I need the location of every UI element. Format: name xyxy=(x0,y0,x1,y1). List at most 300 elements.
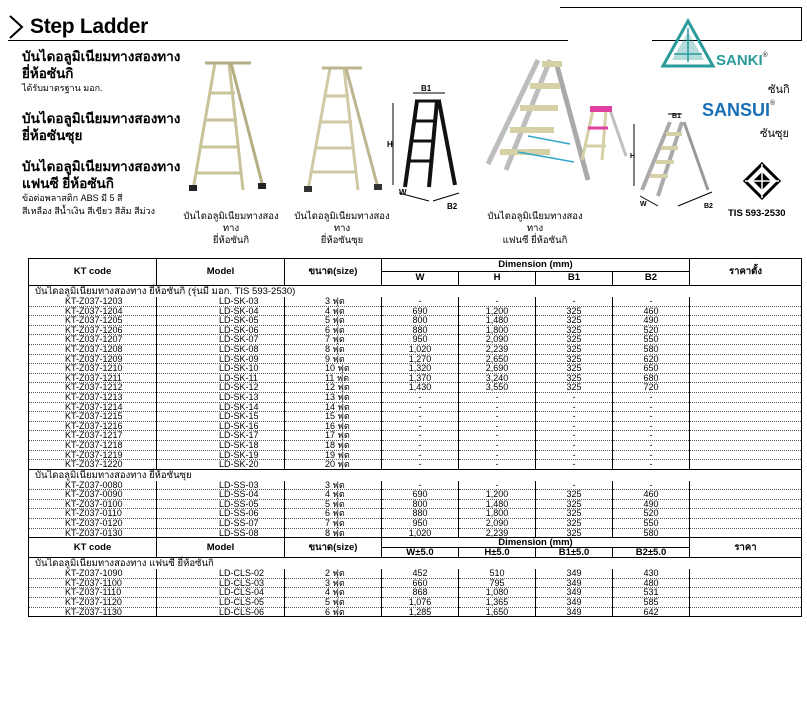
dim-h-cell: 2,090 xyxy=(459,519,536,529)
dim-h-cell: 510 xyxy=(459,569,536,578)
model-cell: LD-SS-06 xyxy=(157,509,285,519)
dim-b1-cell: 325 xyxy=(536,335,613,345)
dim-h-cell: - xyxy=(459,481,536,490)
dim-b1-cell: 325 xyxy=(536,383,613,393)
price-cell xyxy=(690,421,802,431)
model-cell: LD-SS-08 xyxy=(157,528,285,538)
kt-code-cell: KT-Z037-1207 xyxy=(29,335,157,345)
dim-b2-cell: 531 xyxy=(613,588,690,598)
price-cell xyxy=(690,431,802,441)
table-row xyxy=(29,297,802,306)
model-cell: LD-SK-10 xyxy=(157,364,285,374)
kt-code-cell: KT-Z037-0120 xyxy=(29,519,157,529)
dim-b2-cell: 580 xyxy=(613,528,690,538)
model-cell: LD-SK-20 xyxy=(157,460,285,470)
kt-code-cell: KT-Z037-1110 xyxy=(29,588,157,598)
price-cell xyxy=(690,402,802,412)
dim-w-cell: - xyxy=(382,392,459,402)
dim-w-cell: 800 xyxy=(382,499,459,509)
dim-h-cell: 1,480 xyxy=(459,316,536,326)
label-w: W xyxy=(640,201,647,208)
dim-h-cell: 1,200 xyxy=(459,490,536,500)
size-cell: 7 ฟุต xyxy=(285,335,382,345)
dim-b1-cell: 325 xyxy=(536,528,613,538)
header-dimension: Dimension (mm) xyxy=(382,259,690,272)
caption-line: บันไดอลูมิเนียมทางสองทาง xyxy=(294,211,390,234)
header-h: H±5.0 xyxy=(459,548,536,558)
sanki-wordmark: SANKI xyxy=(716,52,763,69)
dim-b1-cell: 325 xyxy=(536,354,613,364)
dim-h-cell: 2,690 xyxy=(459,364,536,374)
dim-b2-cell: 490 xyxy=(613,316,690,326)
header-b2: B2 xyxy=(613,272,690,286)
dim-b2-cell: 720 xyxy=(613,383,690,393)
sansui-ladder-caption xyxy=(287,211,397,247)
model-cell: LD-SS-07 xyxy=(157,519,285,529)
description-subtext: สีเหลือง สีน้ำเงิน สีเขียว สีส้ม สีม่วง xyxy=(22,206,155,216)
registered-mark: ® xyxy=(770,100,776,107)
table-row xyxy=(29,431,802,441)
size-cell: 5 ฟุต xyxy=(285,598,382,608)
dim-w-cell: 950 xyxy=(382,335,459,345)
sanki-ladder-photo xyxy=(185,55,275,205)
dim-w-cell: 452 xyxy=(382,569,459,578)
table-row xyxy=(29,383,802,393)
dim-w-cell: - xyxy=(382,412,459,422)
size-cell: 3 ฟุต xyxy=(285,578,382,588)
dim-b2-cell: - xyxy=(613,440,690,450)
dim-w-cell: 1,270 xyxy=(382,354,459,364)
description-heading: บันไดอลูมิเนียมทางสองทาง xyxy=(22,49,181,64)
model-cell: LD-SK-14 xyxy=(157,402,285,412)
price-cell xyxy=(690,354,802,364)
model-cell: LD-CLS-02 xyxy=(157,569,285,578)
dim-w-cell: 1,320 xyxy=(382,364,459,374)
table-row xyxy=(29,598,802,608)
fancy-ladder-photo xyxy=(478,52,638,202)
table-row xyxy=(29,316,802,326)
dim-b2-cell: 490 xyxy=(613,499,690,509)
dim-b1-cell: 325 xyxy=(536,509,613,519)
kt-code-cell: KT-Z037-1208 xyxy=(29,344,157,354)
dim-b2-cell: 460 xyxy=(613,306,690,316)
dim-h-cell: 1,800 xyxy=(459,325,536,335)
size-cell: 4 ฟุต xyxy=(285,588,382,598)
fancy-table-section xyxy=(29,558,802,617)
kt-code-cell: KT-Z037-1204 xyxy=(29,306,157,316)
model-cell: LD-SK-07 xyxy=(157,335,285,345)
dim-b1-cell: - xyxy=(536,412,613,422)
label-b1: B1 xyxy=(672,113,681,120)
header-size: ขนาด(size) xyxy=(285,259,382,286)
table-row xyxy=(29,499,802,509)
dim-b2-cell: 550 xyxy=(613,335,690,345)
dim-w-cell: 660 xyxy=(382,578,459,588)
sanki-ladder-caption xyxy=(176,211,286,247)
dim-w-cell: - xyxy=(382,421,459,431)
size-cell: 3 ฟุต xyxy=(285,481,382,490)
kt-code-cell: KT-Z037-1218 xyxy=(29,440,157,450)
dim-b1-cell: - xyxy=(536,460,613,470)
header-size: ขนาด(size) xyxy=(285,538,382,558)
model-cell: LD-SK-18 xyxy=(157,440,285,450)
dim-w-cell: - xyxy=(382,460,459,470)
dim-h-cell: 1,800 xyxy=(459,509,536,519)
dim-b2-cell: 580 xyxy=(613,344,690,354)
size-cell: 2 ฟุต xyxy=(285,569,382,578)
dim-b2-cell: 460 xyxy=(613,490,690,500)
kt-code-cell: KT-Z037-0130 xyxy=(29,528,157,538)
description-heading: ยี่ห้อซันกิ xyxy=(22,66,74,81)
dim-b1-cell: 325 xyxy=(536,316,613,326)
kt-code-cell: KT-Z037-1100 xyxy=(29,578,157,588)
section-filler xyxy=(157,469,690,481)
dim-b1-cell: 349 xyxy=(536,588,613,598)
table-row xyxy=(29,509,802,519)
dim-w-cell: 868 xyxy=(382,588,459,598)
description-subtext: ข้อต่อพลาสติก ABS มี 5 สี xyxy=(22,193,123,203)
dim-b1-cell: - xyxy=(536,481,613,490)
header-b1: B1 xyxy=(536,272,613,286)
dim-h-cell: 1,200 xyxy=(459,306,536,316)
size-cell: 20 ฟุต xyxy=(285,460,382,470)
price-cell xyxy=(690,481,802,490)
price-cell xyxy=(690,392,802,402)
price-cell xyxy=(690,528,802,538)
dim-b1-cell: 349 xyxy=(536,578,613,588)
price-cell xyxy=(690,440,802,450)
header-model: Model xyxy=(157,538,285,558)
section-title-fancy: บันไดอลูมิเนียมทางสองทาง แฟนซี ยี่ห้อซันกิ xyxy=(29,558,157,570)
dim-h-cell: 3,240 xyxy=(459,373,536,383)
kt-code-cell: KT-Z037-1209 xyxy=(29,354,157,364)
price-cell xyxy=(690,519,802,529)
dim-b2-cell: 520 xyxy=(613,509,690,519)
description-heading: บันไดอลูมิเนียมทางสองทาง xyxy=(22,159,181,174)
dim-w-cell: - xyxy=(382,431,459,441)
model-cell: LD-SK-11 xyxy=(157,373,285,383)
model-cell: LD-SK-15 xyxy=(157,412,285,422)
size-cell: 16 ฟุต xyxy=(285,421,382,431)
dim-h-cell: - xyxy=(459,297,536,306)
dim-b1-cell: - xyxy=(536,392,613,402)
dim-b1-cell: 325 xyxy=(536,344,613,354)
dim-b2-cell: 680 xyxy=(613,373,690,383)
sanki-table-section xyxy=(29,286,802,470)
dim-b1-cell: 325 xyxy=(536,490,613,500)
price-cell xyxy=(690,499,802,509)
dim-w-cell: 800 xyxy=(382,316,459,326)
section-filler xyxy=(690,469,802,481)
dim-b2-cell: - xyxy=(613,460,690,470)
dim-w-cell: 1,020 xyxy=(382,344,459,354)
price-cell xyxy=(690,383,802,393)
section-title-sanki: บันไดอลูมิเนียมทางสองทาง ยี่ห้อซันกิ (รุ่นมี มอก. TIS 593-2530) xyxy=(29,286,157,298)
table-row xyxy=(29,490,802,500)
size-cell: 10 ฟุต xyxy=(285,364,382,374)
dim-b1-cell: - xyxy=(536,402,613,412)
table-row xyxy=(29,481,802,490)
logo-frame-side xyxy=(801,7,802,41)
size-cell: 14 ฟุต xyxy=(285,402,382,412)
kt-code-cell: KT-Z037-1203 xyxy=(29,297,157,306)
label-b2: B2 xyxy=(704,203,713,210)
sansui-logo-text xyxy=(702,100,775,121)
kt-code-cell: KT-Z037-1090 xyxy=(29,569,157,578)
dim-h-cell: - xyxy=(459,421,536,431)
model-cell: LD-SK-06 xyxy=(157,325,285,335)
section-filler xyxy=(157,558,690,570)
size-cell: 5 ฟุต xyxy=(285,316,382,326)
dim-b1-cell: - xyxy=(536,431,613,441)
size-cell: 5 ฟุต xyxy=(285,499,382,509)
table-row xyxy=(29,607,802,617)
model-cell: LD-CLS-06 xyxy=(157,607,285,617)
model-cell: LD-CLS-04 xyxy=(157,588,285,598)
table-row xyxy=(29,306,802,316)
sanki-thai-label: ซันกิ xyxy=(768,84,790,96)
fancy-ladder-caption xyxy=(480,211,590,247)
sansui-thai-label: ซันซุย xyxy=(760,128,789,140)
header-divider xyxy=(8,40,568,41)
model-cell: LD-SS-03 xyxy=(157,481,285,490)
page-title xyxy=(8,12,148,42)
kt-code-cell: KT-Z037-1215 xyxy=(29,412,157,422)
dim-h-cell: 1,365 xyxy=(459,598,536,608)
price-cell xyxy=(690,373,802,383)
size-cell: 8 ฟุต xyxy=(285,528,382,538)
dim-h-cell: - xyxy=(459,440,536,450)
kt-code-cell: KT-Z037-1213 xyxy=(29,392,157,402)
model-cell: LD-SK-19 xyxy=(157,450,285,460)
model-cell: LD-SK-16 xyxy=(157,421,285,431)
model-cell: LD-SK-09 xyxy=(157,354,285,364)
dim-h-cell: 2,650 xyxy=(459,354,536,364)
kt-code-cell: KT-Z037-1212 xyxy=(29,383,157,393)
table-row xyxy=(29,578,802,588)
dim-b2-cell: 585 xyxy=(613,598,690,608)
model-cell: LD-SS-04 xyxy=(157,490,285,500)
model-cell: LD-SK-05 xyxy=(157,316,285,326)
model-cell: LD-SK-03 xyxy=(157,297,285,306)
size-cell: 4 ฟุต xyxy=(285,306,382,316)
table-row xyxy=(29,364,802,374)
dim-h-cell: 3,550 xyxy=(459,383,536,393)
size-cell: 19 ฟุต xyxy=(285,450,382,460)
dim-w-cell: - xyxy=(382,481,459,490)
size-cell: 6 ฟุต xyxy=(285,325,382,335)
size-cell: 18 ฟุต xyxy=(285,440,382,450)
price-cell xyxy=(690,490,802,500)
dim-w-cell: 1,020 xyxy=(382,528,459,538)
price-cell xyxy=(690,344,802,354)
kt-code-cell: KT-Z037-0080 xyxy=(29,481,157,490)
table-row xyxy=(29,440,802,450)
kt-code-cell: KT-Z037-0110 xyxy=(29,509,157,519)
size-cell: 6 ฟุต xyxy=(285,607,382,617)
size-cell: 6 ฟุต xyxy=(285,509,382,519)
model-cell: LD-SK-08 xyxy=(157,344,285,354)
table-row xyxy=(29,373,802,383)
kt-code-cell: KT-Z037-1214 xyxy=(29,402,157,412)
header-w: W xyxy=(382,272,459,286)
dim-b2-cell: 620 xyxy=(613,354,690,364)
kt-code-cell: KT-Z037-1206 xyxy=(29,325,157,335)
dim-h-cell: - xyxy=(459,392,536,402)
price-cell xyxy=(690,450,802,460)
price-cell xyxy=(690,509,802,519)
table-row xyxy=(29,588,802,598)
kt-code-cell: KT-Z037-1220 xyxy=(29,460,157,470)
caption-line: บันไดอลูมิเนียมทางสองทาง xyxy=(487,211,583,234)
dim-b2-cell: - xyxy=(613,421,690,431)
table-row xyxy=(29,421,802,431)
dim-b1-cell: 325 xyxy=(536,325,613,335)
dim-h-cell: 2,090 xyxy=(459,335,536,345)
price-cell xyxy=(690,588,802,598)
table-row xyxy=(29,335,802,345)
tis-label: TIS 593-2530 xyxy=(728,208,786,219)
dim-b2-cell: 642 xyxy=(613,607,690,617)
chevron-right-icon xyxy=(8,15,26,39)
header-b2: B2±5.0 xyxy=(613,548,690,558)
dim-b2-cell: - xyxy=(613,392,690,402)
sansui-ladder-photo xyxy=(298,60,388,205)
dim-w-cell: 880 xyxy=(382,509,459,519)
tis-standard-icon xyxy=(743,162,781,200)
sansui-table-section xyxy=(29,469,802,538)
caption-line: แฟนซี ยี่ห้อซันกิ xyxy=(502,235,568,246)
dim-b2-cell: - xyxy=(613,450,690,460)
dim-b2-cell: - xyxy=(613,402,690,412)
dim-w-cell: 1,430 xyxy=(382,383,459,393)
header-b1: B1±5.0 xyxy=(536,548,613,558)
fancy-dimension-diagram xyxy=(628,110,720,210)
description-heading: แฟนซี ยี่ห้อซันกิ xyxy=(22,176,114,191)
price-cell xyxy=(690,306,802,316)
dim-w-cell: 1,285 xyxy=(382,607,459,617)
model-cell: LD-SK-04 xyxy=(157,306,285,316)
dim-b1-cell: 325 xyxy=(536,499,613,509)
size-cell: 7 ฟุต xyxy=(285,519,382,529)
dim-b1-cell: 349 xyxy=(536,598,613,608)
fancy-header-section xyxy=(29,538,802,558)
table-row xyxy=(29,528,802,538)
dim-b1-cell: 349 xyxy=(536,569,613,578)
dim-h-cell: 1,480 xyxy=(459,499,536,509)
label-b1: B1 xyxy=(421,85,432,93)
dim-w-cell: 690 xyxy=(382,490,459,500)
size-cell: 8 ฟุต xyxy=(285,344,382,354)
table-row xyxy=(29,392,802,402)
dim-w-cell: - xyxy=(382,440,459,450)
price-cell xyxy=(690,316,802,326)
size-cell: 3 ฟุต xyxy=(285,297,382,306)
dim-h-cell: - xyxy=(459,450,536,460)
label-w: W xyxy=(399,188,407,197)
table-row xyxy=(29,344,802,354)
dim-b2-cell: - xyxy=(613,412,690,422)
price-cell xyxy=(690,297,802,306)
label-h: H xyxy=(387,140,393,149)
page-title-text: Step Ladder xyxy=(30,15,149,38)
dim-b2-cell: 520 xyxy=(613,325,690,335)
dim-b2-cell: - xyxy=(613,431,690,441)
header-model: Model xyxy=(157,259,285,286)
size-cell: 11 ฟุต xyxy=(285,373,382,383)
kt-code-cell: KT-Z037-1211 xyxy=(29,373,157,383)
dim-w-cell: - xyxy=(382,450,459,460)
table-row xyxy=(29,354,802,364)
kt-code-cell: KT-Z037-1205 xyxy=(29,316,157,326)
dim-b1-cell: 325 xyxy=(536,519,613,529)
dim-b1-cell: - xyxy=(536,297,613,306)
dim-w-cell: 1,076 xyxy=(382,598,459,608)
kt-code-cell: KT-Z037-1217 xyxy=(29,431,157,441)
dim-b2-cell: 550 xyxy=(613,519,690,529)
model-cell: LD-SS-05 xyxy=(157,499,285,509)
sansui-wordmark: SANSUI xyxy=(702,100,771,120)
dim-h-cell: 2,239 xyxy=(459,344,536,354)
dim-w-cell: 1,370 xyxy=(382,373,459,383)
label-b2: B2 xyxy=(447,202,458,211)
section-filler xyxy=(690,286,802,298)
price-cell xyxy=(690,460,802,470)
header-w: W±5.0 xyxy=(382,548,459,558)
price-cell xyxy=(690,335,802,345)
dim-b2-cell: 480 xyxy=(613,578,690,588)
dim-h-cell: 1,650 xyxy=(459,607,536,617)
table-row xyxy=(29,412,802,422)
header-dimension: Dimension (mm) xyxy=(382,538,690,548)
model-cell: LD-SK-17 xyxy=(157,431,285,441)
sanki-logo-icon xyxy=(660,18,716,70)
size-cell: 4 ฟุต xyxy=(285,490,382,500)
header-h: H xyxy=(459,272,536,286)
kt-code-cell: KT-Z037-0100 xyxy=(29,499,157,509)
dim-w-cell: 690 xyxy=(382,306,459,316)
dim-b2-cell: - xyxy=(613,481,690,490)
size-cell: 12 ฟุต xyxy=(285,383,382,393)
price-cell xyxy=(690,412,802,422)
model-cell: LD-CLS-05 xyxy=(157,598,285,608)
table-row xyxy=(29,325,802,335)
header-price: ราคา xyxy=(690,538,802,558)
dim-w-cell: 950 xyxy=(382,519,459,529)
label-h: H xyxy=(630,153,636,160)
size-cell: 13 ฟุต xyxy=(285,392,382,402)
model-cell: LD-CLS-03 xyxy=(157,578,285,588)
header-kt-code: KT code xyxy=(29,259,157,286)
table-row xyxy=(29,519,802,529)
dim-b1-cell: 325 xyxy=(536,306,613,316)
kt-code-cell: KT-Z037-1130 xyxy=(29,607,157,617)
table-row xyxy=(29,402,802,412)
ladder-dimension-diagram xyxy=(385,85,470,213)
caption-line: ยี่ห้อซันซุย xyxy=(320,235,364,246)
model-cell: LD-SK-13 xyxy=(157,392,285,402)
size-cell: 9 ฟุต xyxy=(285,354,382,364)
kt-code-cell: KT-Z037-1120 xyxy=(29,598,157,608)
dim-b2-cell: 430 xyxy=(613,569,690,578)
description-heading: ยี่ห้อซันซุย xyxy=(22,128,83,143)
dim-b1-cell: 349 xyxy=(536,607,613,617)
kt-code-cell: KT-Z037-1210 xyxy=(29,364,157,374)
description-heading: บันไดอลูมิเนียมทางสองทาง xyxy=(22,111,181,126)
header-price: ราคาตั้ง xyxy=(690,259,802,286)
dim-h-cell: 1,080 xyxy=(459,588,536,598)
price-cell xyxy=(690,364,802,374)
